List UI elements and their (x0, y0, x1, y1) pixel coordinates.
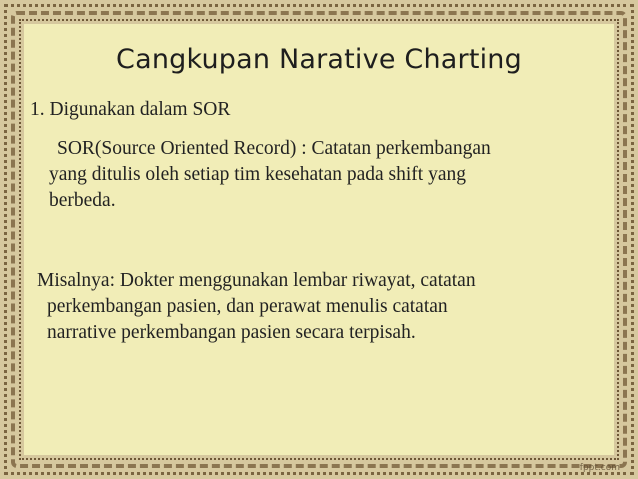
watermark-logo: fppt.com (579, 463, 620, 473)
sor-line-3: berbeda. (49, 190, 116, 211)
slide-title: Cangkupan Narative Charting (116, 44, 522, 75)
sor-definition (49, 136, 617, 214)
example-line-1: Misalnya: Dokter menggunakan lembar riwayat, catatan (37, 270, 476, 291)
point-1-text: 1. Digunakan dalam SOR (30, 99, 231, 120)
example-line-3: narrative perkembangan pasien secara terpisah. (47, 322, 416, 343)
example-line-2: perkembangan pasien, dan perawat menulis catatan (47, 296, 448, 317)
sor-line-1: SOR(Source Oriented Record) : Catatan perkembangan (57, 138, 491, 159)
sor-line-2: yang ditulis oleh setiap tim kesehatan pada shift yang (49, 164, 466, 185)
vine-border-inner (19, 19, 619, 460)
example-paragraph (37, 268, 617, 346)
